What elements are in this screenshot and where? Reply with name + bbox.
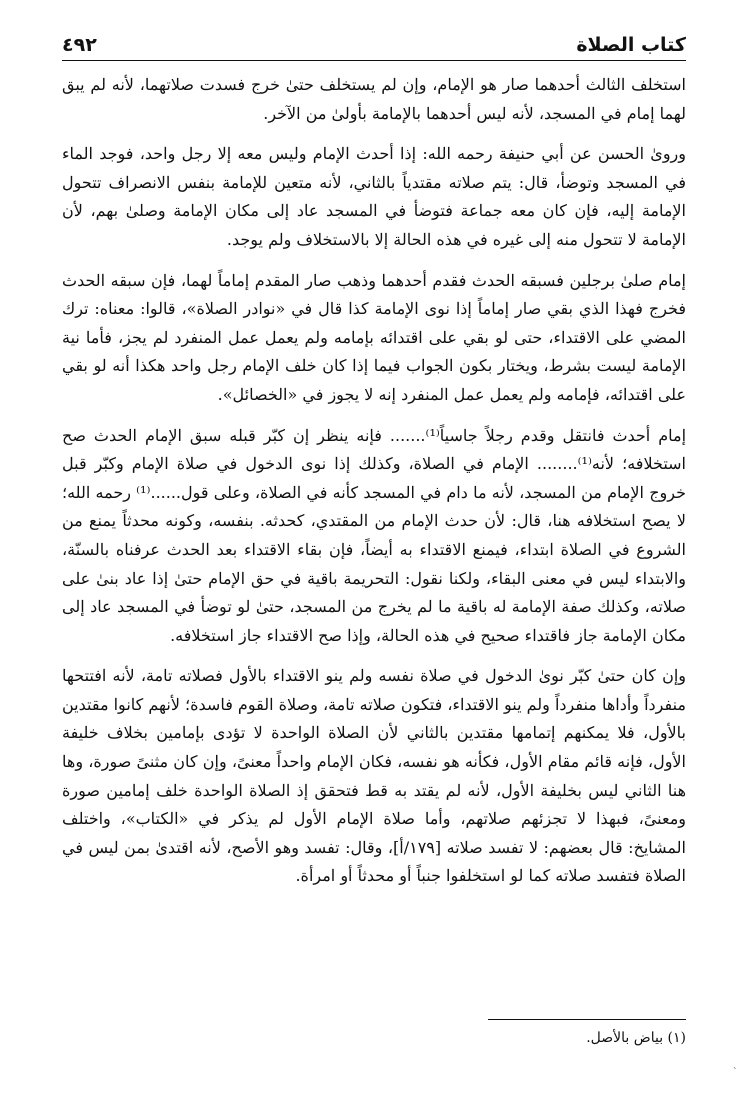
paragraph: إمام أحدث فانتقل وقدم رجلاً جاسياً⁽¹⁾....... فإنه ينظر إن كبّر قبله سبق الإمام الحدث صح استخلافه؛ لأنه⁽¹⁾........ الإمام في الصلاة، وكذلك إذا نوى الدخول في صلاة الإمام وكبّر قبل خروج الإمام من المسجد، لأنه ما دام في المسجد كأنه في الصلاة، وعلى قول......⁽¹⁾ رحمه الله؛ لا يصح استخلافه هنا، قال: لأن حدث الإمام من المقتدي، كحدثه. بنفسه، وكونه محدثاً يمنع من الشروع في الصلاة ابتداء، فيمنع الاقتداء به أيضاً، فإن بقاء الاقتداء بعد الحدث عرفناه بالسنّة، والابتداء ليس في معنى البقاء، ولكنا نقول: التحريمة باقية في حق الإمام حتىٰ إذا عاد بنىٰ على صلاته، وكذلك صفة الإمامة له باقية ما لم يخرج من المسجد، حتىٰ لو توضأ في المسجد عاد إلى مكان الإمامة جاز فاقتداء صحيح في هذه الحالة، وإذا صح الاقتداء جاز استخلافه. <box>62 425 687 645</box>
running-header <box>62 26 686 61</box>
paragraph: استخلف الثالث أحدهما صار هو الإمام، وإن لم يستخلف حتىٰ خرج فسدت صلاتهما، لأنه لم يبق لهما إمام في المسجد، لأنه ليس أحدهما بالإمامة بأولىٰ من الآخر. <box>62 75 687 123</box>
paragraph: ورویٰ الحسن عن أبي حنيفة رحمه الله: إذا أحدث الإمام وليس معه إلا رجل واحد، فوجد الماء في المسجد وتوضأ، قال: يتم صلاته مقتدياً بالثاني، لأنه متعين للإمامة بنفس الانصراف تتحول الإمامة إليه، فإن كان معه جماعة فتوضأ في المسجد عاد إلى مكان الإمامة وصلىٰ بهم، لأن الإمامة لا تتحول منه إلى غيره في هذه الحالة إلا بالاستخلاف ولم يوجد. <box>62 144 686 249</box>
body-text <box>62 71 686 891</box>
paragraph: إمام صلىٰ برجلين فسبقه الحدث فقدم أحدهما وذهب صار المقدم إماماً لهما، فإن سبقه الحدث فخرج فهذا الذي بقي صار إماماً إذا نوى الإمامة كذا قال في «نوادر الصلاة»، قالوا: معناه: ترك المضي على الاقتداء، حتى لو بقي على اقتدائه بإمامه ولم يعمل عمل المنفرد لم يجز، فأما نية الإمامة ليست بشرط، ويختار بكون الجواب فيما إذا كان خلف الإمام رجل واحد هكذا أنه لو بقي على اقتدائه، فإمامه ولم يعمل عمل المنفرد إنه لا يجوز في «الخصائل». <box>62 270 686 404</box>
page-number: ٤٩٢ <box>62 34 97 56</box>
chapter-title: كتاب الصلاة <box>576 34 686 56</box>
paragraph: وإن كان حتىٰ كبّر نوىٰ الدخول في صلاة نفسه ولم ينو الاقتداء بالأول فصلاته تامة، لأنه افتتحها منفرداً وأداها منفرداً ولم ينو الاقتداء، فتكون صلاته تامة، وصلاة القوم فاسدة؛ لأنهم كانوا مقتدين بالأول، فلا يمكنهم إتمامها مقتدين بالثاني لأن الصلاة الواحدة لا تؤدى بإمامين بخلاف خليفة الأول، فإنه قائم مقام الأول، فكأنه هو نفسه، فكان الإمام واحداً معنىً، وإن كان مثنىً صورة، وها هنا الثاني ليس بخليفة الأول، لأنه لم يقتد به قط فتحقق إذ الصلاة الواحدة خلف إمامين صورة ومعنىً، فبهذا لا تجزئهم صلاتهم، وأما صلاة الإمام الأول لم يذكر في «الكتاب»، واختلف المشايخ: قال بعضهم: لا تفسد صلاته [١٧٩/أ]، وقال: تفسد وهو الأصح، لأنه اقتدىٰ بمن ليس في الصلاة فتفسد صلاته كما لو استخلفوا جنباً أو محدثاً أو امرأة. <box>62 666 687 886</box>
scan-mark: ` <box>733 1068 738 1078</box>
footnote-divider <box>488 1019 686 1020</box>
footnote: (١) بياض بالأصل. <box>586 1030 686 1046</box>
document-page <box>62 26 687 1046</box>
